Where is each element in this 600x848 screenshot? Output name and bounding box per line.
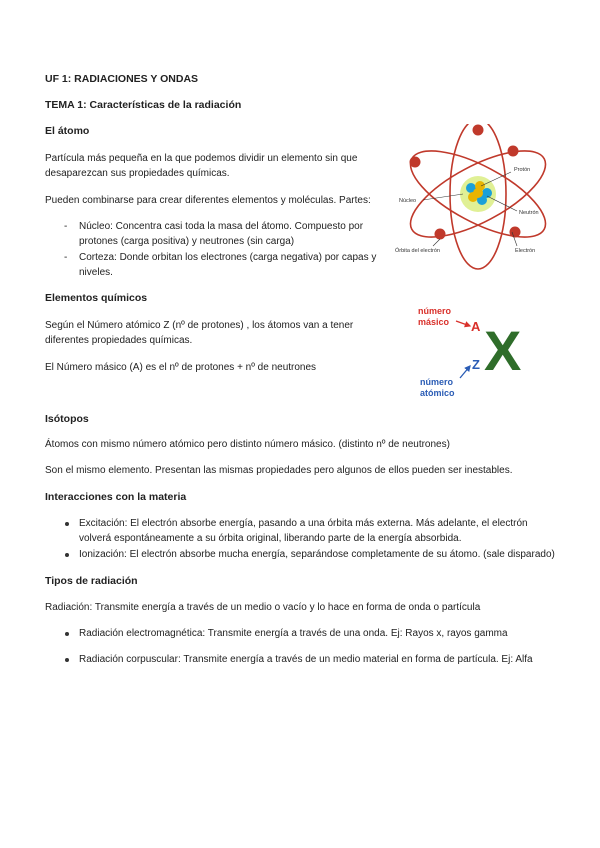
- mass-number-label-2: másico: [418, 317, 450, 327]
- label-nucleus: Núcleo: [399, 198, 417, 204]
- isotopos-heading: Isótopos: [45, 413, 89, 425]
- atomo-list-item-corteza: Corteza: Donde orbitan los electrones (carga negativa) por capas y niveles.: [79, 252, 377, 278]
- mass-number-label-1: número: [418, 306, 452, 316]
- document-title: UF 1: RADIACIONES Y ONDAS: [45, 73, 199, 85]
- tema-heading: TEMA 1: Características de la radiación: [45, 99, 242, 111]
- tipos-item-electromagnetica: Radiación electromagnética: Transmite energía a través de una onda. Ej: Rayos x, rayos gamma: [79, 628, 508, 639]
- list-dash: -: [64, 252, 68, 263]
- atomo-heading: El átomo: [45, 125, 90, 137]
- interacciones-heading: Interacciones con la materia: [45, 491, 187, 503]
- electron-icon: [410, 157, 421, 168]
- atomic-number-label-1: número: [420, 377, 454, 387]
- bullet-icon: [65, 553, 69, 557]
- symbol-X: X: [484, 319, 522, 382]
- electron-icon: [435, 229, 446, 240]
- tipos-heading: Tipos de radiación: [45, 575, 138, 587]
- isotopos-paragraph-1: Átomos con mismo número atómico pero distinto número másico. (distinto nº de neutrones): [45, 439, 450, 450]
- elementos-heading: Elementos químicos: [45, 292, 148, 304]
- electron-icon: [508, 146, 519, 157]
- atomo-paragraph-2: Pueden combinarse para crear diferentes elementos y moléculas. Partes:: [45, 195, 371, 206]
- atomo-list-item-nucleo: Núcleo: Concentra casi toda la masa del átomo. Compuesto por protones (carga positiva) y neutrones (sin carga): [79, 221, 364, 247]
- elementos-paragraph-2: El Número másico (A) es el nº de protones + nº de neutrones: [45, 362, 317, 373]
- ionizacion-line-1: Ionización: El electrón absorbe mucha energía, separándose completamente de su átomo. (sale disparado): [79, 549, 555, 560]
- bullet-icon: [65, 632, 69, 636]
- atom-diagram: [393, 124, 563, 274]
- bullet-icon: [65, 658, 69, 662]
- atomic-arrow-icon: [460, 366, 470, 378]
- nuclide-notation: [412, 300, 542, 405]
- mass-arrow-icon: [456, 321, 470, 326]
- atomic-number-label-2: atómico: [420, 388, 455, 398]
- tipos-paragraph-1: Radiación: Transmite energía a través de un medio o vacío y lo hace en forma de onda o partícula: [45, 602, 481, 613]
- list-dash: -: [64, 221, 68, 232]
- bullet-icon: [65, 522, 69, 526]
- symbol-A: A: [471, 319, 481, 334]
- tipos-item-corpuscular: Radiación corpuscular: Transmite energía a través de un medio material en forma de partícula. Ej: Alfa: [79, 654, 533, 665]
- elementos-paragraph-1: Según el Número atómico Z (nº de protones) , los átomos van a tener diferentes propiedades químicas.: [45, 320, 354, 346]
- label-electron-orbit: Órbita del electrón: [395, 248, 440, 254]
- label-proton: Protón: [514, 167, 531, 173]
- electron-icon: [510, 227, 521, 238]
- excitacion-line-2: volverá espontáneamente a su órbita original, liberando parte de la energía absorbida.: [79, 533, 462, 544]
- electron-icon: [473, 125, 484, 136]
- label-electron: Electrón: [515, 248, 536, 254]
- symbol-Z: Z: [472, 357, 480, 372]
- proton-icon: [473, 188, 483, 198]
- label-neutron: Neutrón: [519, 210, 539, 216]
- isotopos-paragraph-2: Son el mismo elemento. Presentan las mismas propiedades pero algunos de ellos pueden ser inestables.: [45, 465, 513, 476]
- atomo-paragraph-1: Partícula más pequeña en la que podemos dividir un elemento sin que desaparezcan sus propiedades químicas.: [45, 153, 358, 179]
- excitacion-line-1: Excitación: El electrón absorbe energía, pasando a una órbita más externa. Más adelante, el electrón: [79, 518, 528, 529]
